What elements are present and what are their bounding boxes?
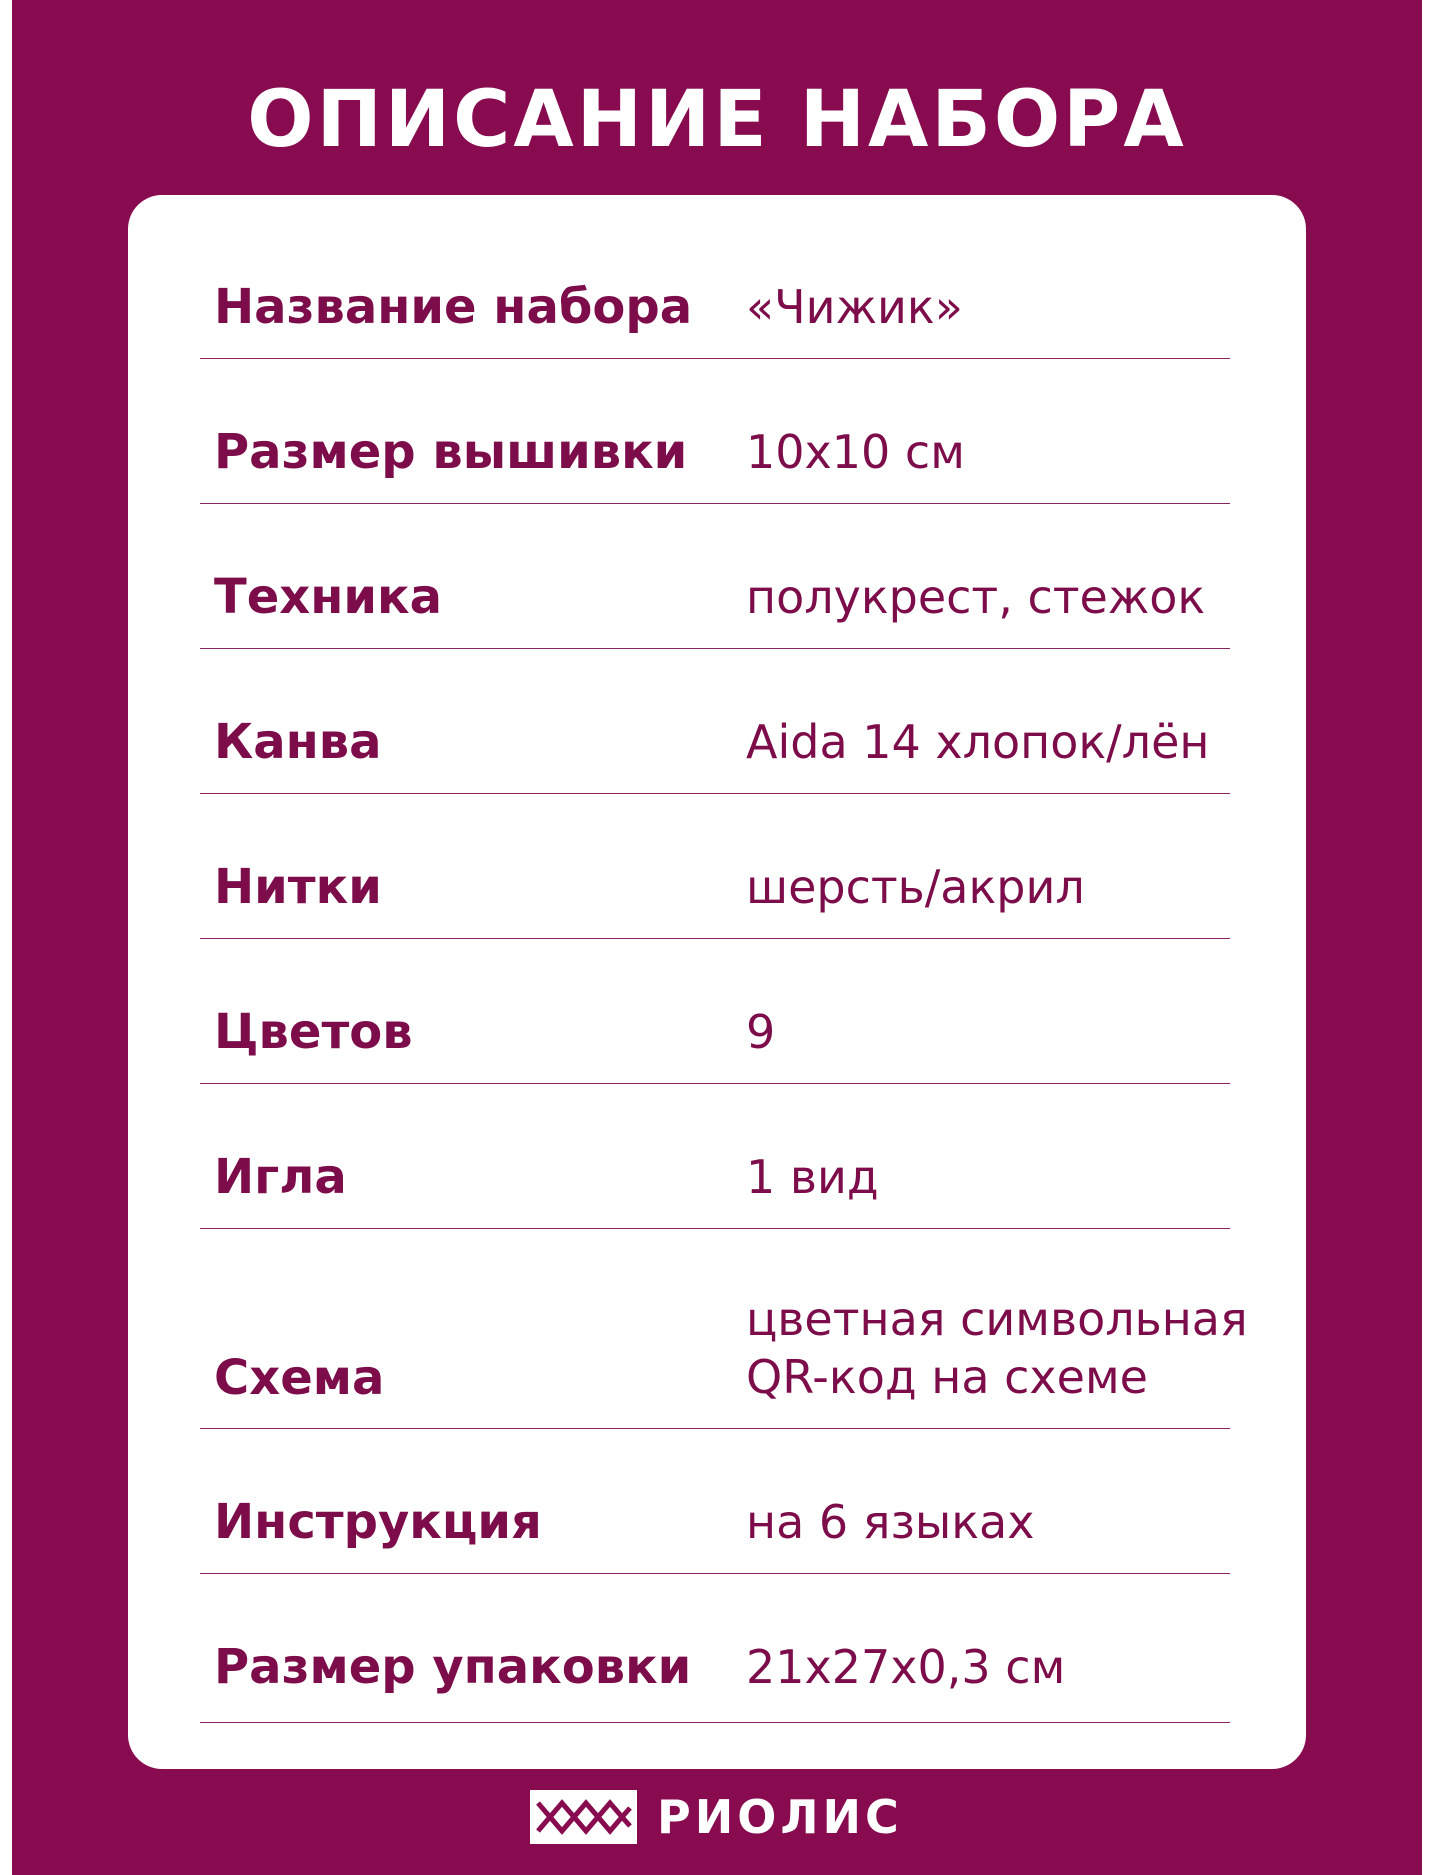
- crossed-zigzag-logo-icon: [530, 1790, 637, 1844]
- spec-value: на 6 языках: [746, 1495, 1035, 1549]
- spec-key: Размер вышивки: [214, 424, 688, 480]
- spec-row-name: [200, 255, 1230, 359]
- spec-key: Цветов: [214, 1004, 413, 1060]
- spec-value: шерсть/акрил: [746, 860, 1085, 914]
- spec-key: Техника: [214, 569, 443, 625]
- spec-row-size: [200, 400, 1230, 504]
- spec-row-package-size: [200, 1615, 1230, 1723]
- spec-key: Схема: [214, 1350, 385, 1406]
- spec-value: полукрест, стежок: [746, 570, 1206, 624]
- spec-row-needle: [200, 1125, 1230, 1229]
- spec-row-threads: [200, 835, 1230, 939]
- spec-key: Инструкция: [214, 1494, 542, 1550]
- spec-key: Нитки: [214, 859, 382, 915]
- spec-row-scheme: [200, 1270, 1248, 1429]
- spec-key: Название набора: [214, 279, 693, 335]
- spec-key: Размер упаковки: [214, 1639, 692, 1695]
- spec-value: 9: [746, 1005, 776, 1059]
- page-title: ОПИСАНИЕ НАБОРА: [247, 75, 1187, 165]
- spec-value: 10x10 см: [746, 425, 965, 479]
- spec-row-technique: [200, 545, 1230, 649]
- spec-key: Игла: [214, 1149, 347, 1205]
- spec-value-line-1: цветная символьная: [746, 1292, 1248, 1346]
- spec-value: 1 вид: [746, 1150, 879, 1204]
- spec-key: Канва: [214, 714, 382, 770]
- spec-row-colors: [200, 980, 1230, 1084]
- spec-value: 21x27x0,3 см: [746, 1640, 1066, 1694]
- spec-value-line-2: QR-код на схеме: [746, 1350, 1148, 1404]
- spec-row-instruction: [200, 1470, 1230, 1574]
- spec-value: «Чижик»: [746, 280, 963, 334]
- spec-row-canvas: [200, 690, 1230, 794]
- brand-logo: [530, 1790, 903, 1844]
- spec-value: Aida 14 хлопок/лён: [746, 715, 1210, 769]
- brand-name: РИОЛИС: [657, 1790, 903, 1844]
